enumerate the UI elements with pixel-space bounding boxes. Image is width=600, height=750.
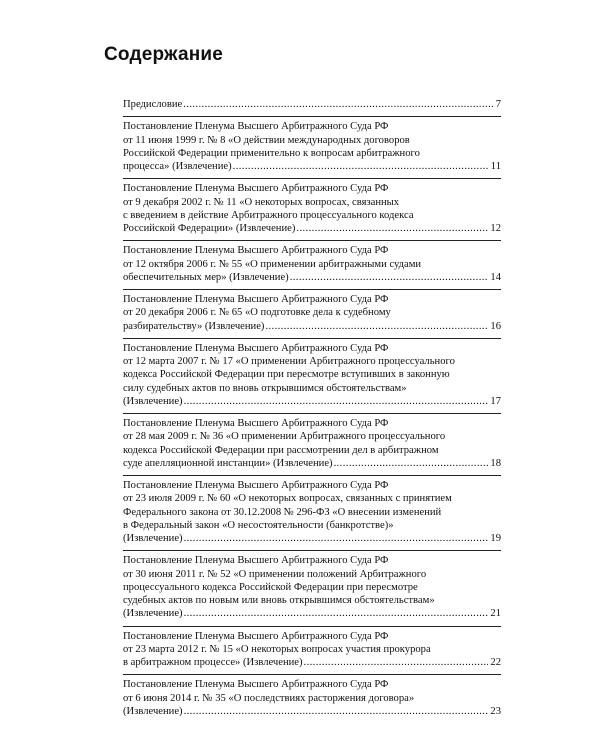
page-number: 11 xyxy=(490,161,501,172)
toc-entry-last-line xyxy=(123,98,501,111)
toc-entry-line: от 23 июля 2009 г. № 60 «О некоторых вопросах, связанных с принятием xyxy=(123,493,452,505)
toc-entry-line: кодекса Российской Федерации при рассмотрении дел в арбитражном xyxy=(123,444,439,456)
toc-entry[interactable] xyxy=(123,182,501,241)
toc-entry-line: судебных актов по новым или вновь открывшимся обстоятельствам» xyxy=(123,595,435,606)
toc-entry[interactable] xyxy=(123,417,501,476)
toc-entry-last-line xyxy=(123,656,501,669)
dot-leader xyxy=(184,607,489,620)
toc-entry-line: Федерального закона от 30.12.2008 № 296-ФЗ «О внесении изменений xyxy=(123,506,442,518)
toc-entry-line: Постановление Пленума Высшего Арбитражного Суда РФ xyxy=(123,245,389,257)
toc-entry-line: с введением в действие Арбитражного процессуального кодекса xyxy=(123,209,414,221)
dot-leader xyxy=(290,271,489,284)
page-number: 12 xyxy=(490,223,501,234)
page-title: Содержание xyxy=(104,44,224,65)
dot-leader xyxy=(183,98,493,111)
toc-entry[interactable] xyxy=(123,678,501,723)
page-number: 14 xyxy=(490,271,501,283)
toc-entry-last-line xyxy=(123,457,501,470)
page-number: 23 xyxy=(490,705,501,717)
table-of-contents xyxy=(123,98,501,726)
toc-entry-line: Постановление Пленума Высшего Арбитражного Суда РФ xyxy=(123,418,389,429)
toc-entry-last-line xyxy=(123,320,501,333)
toc-entry-title-tail: суде апелляционной инстанции» (Извлечение) xyxy=(123,457,333,469)
toc-entry-last-line xyxy=(123,395,501,408)
toc-entry-title-tail: (Извлечение) xyxy=(123,608,183,620)
dot-leader xyxy=(265,320,488,333)
dot-leader xyxy=(184,705,489,718)
toc-entry-line: от 23 марта 2012 г. № 15 «О некоторых вопросах участия прокурора xyxy=(123,643,431,655)
dot-leader xyxy=(184,532,489,545)
dot-leader xyxy=(304,656,489,669)
toc-entry-title-tail: в арбитражном процессе» (Извлечение) xyxy=(123,657,303,668)
toc-entry-line: Постановление Пленума Высшего Арбитражного Суда РФ xyxy=(123,555,389,567)
toc-entry-line: от 6 июня 2014 г. № 35 «О последствиях расторжения договора» xyxy=(123,692,415,704)
toc-entry-line: процессуального кодекса Российской Федерации при пересмотре xyxy=(123,581,418,593)
toc-entry-line: от 9 декабря 2002 г. № 11 «О некоторых вопросах, связанных xyxy=(123,196,400,208)
toc-entry-line: от 12 октября 2006 г. № 55 «О применении арбитражными судами xyxy=(123,258,422,270)
toc-entry-line: силу судебных актов по вновь открывшимся обстоятельствам» xyxy=(123,382,407,394)
toc-entry-title-tail: (Извлечение) xyxy=(123,533,183,544)
toc-entry-title-tail: Предисловие xyxy=(123,99,183,110)
toc-entry-title-tail: (Извлечение) xyxy=(123,395,183,407)
toc-entry[interactable] xyxy=(123,244,501,290)
page-number: 22 xyxy=(490,657,501,668)
toc-entry-line: Постановление Пленума Высшего Арбитражного Суда РФ xyxy=(123,630,389,642)
dot-leader xyxy=(296,222,488,235)
toc-entry[interactable] xyxy=(123,554,501,626)
page-number: 16 xyxy=(490,320,501,332)
toc-entry-line: Постановление Пленума Высшего Арбитражного Суда РФ xyxy=(123,121,389,133)
toc-entry-line: от 11 июня 1999 г. № 8 «О действии международных договоров xyxy=(123,134,410,146)
dot-leader xyxy=(233,160,489,173)
toc-entry-title-tail: процесса» (Извлечение) xyxy=(123,161,232,172)
toc-entry-title-tail: (Извлечение) xyxy=(123,705,183,717)
toc-entry[interactable] xyxy=(123,630,501,676)
toc-entry-last-line xyxy=(123,160,501,173)
toc-entry-line: от 28 мая 2009 г. № 36 «О применении Арбитражного процессуального xyxy=(123,431,446,443)
toc-entry[interactable] xyxy=(123,98,501,117)
toc-entry[interactable] xyxy=(123,120,501,179)
page-number: 19 xyxy=(490,533,501,544)
toc-entry-line: Постановление Пленума Высшего Арбитражного Суда РФ xyxy=(123,679,389,691)
dot-leader xyxy=(184,395,489,408)
toc-entry-last-line xyxy=(123,532,501,545)
toc-entry-last-line xyxy=(123,607,501,620)
toc-entry[interactable] xyxy=(123,342,501,414)
toc-entry-title-tail: разбирательству» (Извлечение) xyxy=(123,320,265,332)
page-number: 18 xyxy=(490,457,501,469)
toc-entry-line: в Федеральный закон «О несостоятельности (банкротстве)» xyxy=(123,519,394,531)
toc-entry-line: Постановление Пленума Высшего Арбитражного Суда РФ xyxy=(123,480,389,491)
toc-entry-line: от 12 марта 2007 г. № 17 «О применении Арбитражного процессуального xyxy=(123,356,455,367)
toc-entry-line: от 30 июня 2011 г. № 52 «О применении положений Арбитражного xyxy=(123,568,427,580)
page-number: 7 xyxy=(495,99,501,110)
toc-entry-line: кодекса Российской Федерации при пересмотре вступивших в законную xyxy=(123,369,450,381)
toc-entry-last-line xyxy=(123,222,501,235)
toc-entry-title-tail: Российской Федерации» (Извлечение) xyxy=(123,223,296,234)
toc-entry[interactable] xyxy=(123,293,501,339)
toc-entry-line: Российской Федерации применительно к вопросам арбитражного xyxy=(123,147,420,159)
toc-entry-line: Постановление Пленума Высшего Арбитражного Суда РФ xyxy=(123,294,389,305)
toc-entry-last-line xyxy=(123,705,501,718)
toc-entry[interactable] xyxy=(123,479,501,551)
toc-entry-line: Постановление Пленума Высшего Арбитражного Суда РФ xyxy=(123,342,389,354)
toc-entry-line: Постановление Пленума Высшего Арбитражного Суда РФ xyxy=(123,183,389,195)
toc-entry-last-line xyxy=(123,271,501,284)
toc-entry-title-tail: обеспечительных мер» (Извлечение) xyxy=(123,271,289,283)
page-number: 21 xyxy=(490,608,501,620)
toc-entry-line: от 20 декабря 2006 г. № 65 «О подготовке дела к судебному xyxy=(123,307,391,319)
page-number: 17 xyxy=(490,395,501,407)
dot-leader xyxy=(334,457,489,470)
